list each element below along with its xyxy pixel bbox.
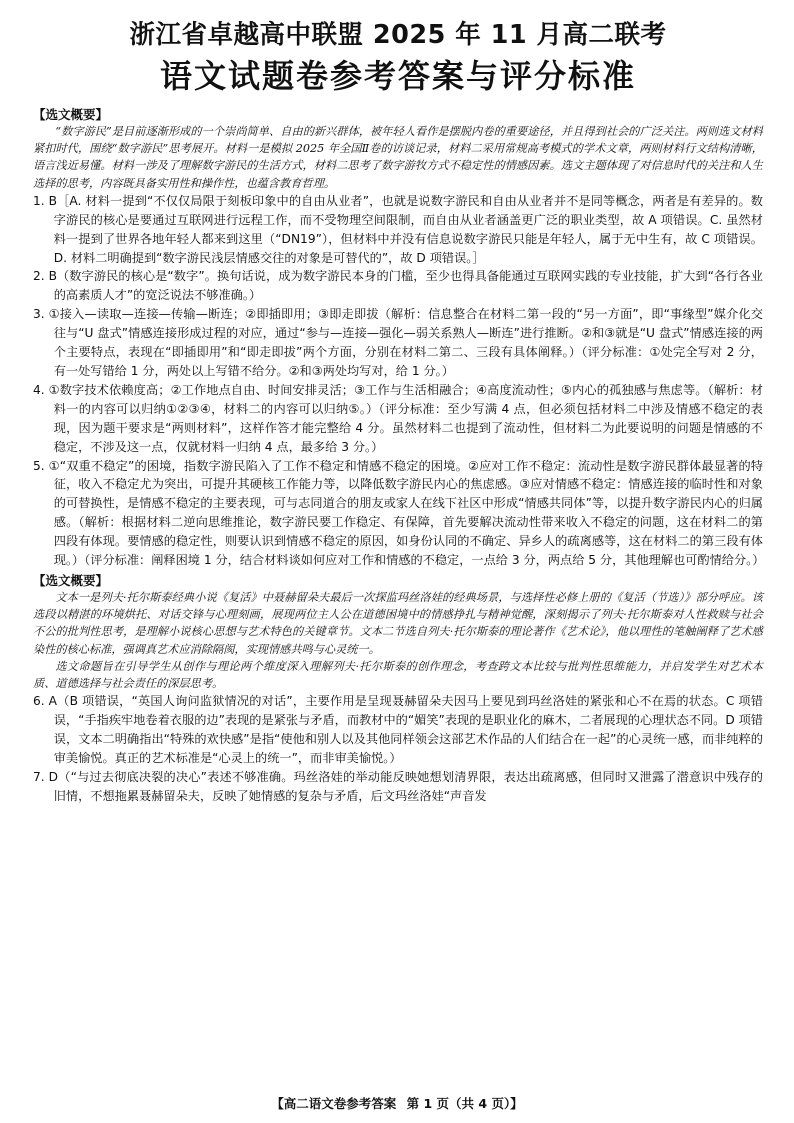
section2-summary-1: 文本一是列夫·托尔斯泰经典小说《复活》中聂赫留朵夫最后一次探监玛丝洛娃的经典场景，与选择性必修上册的《复活（节选）》部分呼应。该选段以精湛的环境烘托、对话交锋与心理刻画，展现两位主人公在道德困境中的情感挣扎与精神觉醒，深刻揭示了列夫·托尔斯泰对人性救赎与社会不公的批判性思考，是理解小说核心思想与艺术特色的关键章节。文本二节选自列夫·托尔斯泰的理论著作《艺术论》，他以理性的笔触阐释了艺术感染性的核心标准，强调真艺术应消除隔阂，实现情感共鸣与心灵统一。 xyxy=(33,590,763,656)
answer-2: 2. B（数字游民的核心是“数字”。换句话说，成为数字游民本身的门槛，至少也得具备能通过互联网实践的专业技能，扩大到“各行各业的高素质人才”的宽泛说法不够准确。） xyxy=(33,269,763,303)
answer-5: 5. ①“双重不稳定”的困境，指数字游民陷入了工作不稳定和情感不稳定的困境。②应对工作不稳定：流动性是数字游民群体最显著的特征，收入不稳定尤为突出，可提升其硬核工作能力等，以降低数字游民内心的焦虑感。③应对情感不稳定：情感连接的临时性和对象的可替换性，是情感不稳定的主要表现，可与志同道合的朋友或家人在线下社区中形成“情感共同体”等，以提升数字游民内心的归属感。（解析：根据材料二逆向思维推论，数字游民要工作稳定、有保障，首先要解决流动性带来收入不稳定的问题，这在材料二的第四段有体现。要情感的稳定性，则要认识到情感不稳定的原因，如身份认同的不确定、异乡人的疏离感等，这在材料二的第三段有体现。）（评分标准：阐释困境 1 分，结合材料谈如何应对工作和情感的不稳定，一点给 3 分，两点给 5 分，其他理解也可酌情给分。） xyxy=(33,458,765,568)
section2-heading: 【选文概要】 xyxy=(33,572,109,588)
section1-heading: 【选文概要】 xyxy=(33,107,109,122)
footer-label: 【高二语文卷参考答案 xyxy=(271,1096,397,1111)
page-content xyxy=(33,18,763,806)
section2-summary-2: 选文命题旨在引导学生从创作与理论两个维度深入理解列夫·托尔斯泰的创作理念，考查跨文本比较与批判性思维能力，并启发学生对艺术本质、道德选择与社会责任的深层思考。 xyxy=(33,659,763,690)
exam-title: 浙江省卓越高中联盟 2025 年 11 月高二联考 xyxy=(129,20,667,50)
answer-6: 6. A（B 项错误，“英国人询问监狱情况的对话”，主要作用是呈现聂赫留朵夫因马上要见到玛丝洛娃的紧张和心不在焉的状态。C 项错误，“手指疾牢地卷着衣服的边”表现的是紧张与矛盾，而教材中的“媚笑”表现的是职业化的麻木，二者展现的心理状态不同。D 项错误，文本二明确指出“特殊的欢快感”是指“使他和别人以及其他同样领会这部艺术作品的人们结合在一起”的心灵统一感，而非纯粹的审美愉悦。真正的艺术标准是“心灵上的统一”，而非审美愉悦。） xyxy=(33,694,763,765)
answer-7: 7. D（“与过去彻底决裂的决心”表述不够准确。玛丝洛娃的举动能反映她想划清界限，表达出疏离感，但同时又泄露了潜意识中残存的旧情，不想拖累聂赫留朵夫，反映了她情感的复杂与矛盾，后文玛丝洛娃“声音发 xyxy=(33,769,763,803)
answer-key-title: 语文试题卷参考答案与评分标准 xyxy=(159,57,636,95)
footer-page-number: 第 1 页（共 4 页）】 xyxy=(406,1096,523,1111)
answer-1: 1. B［A. 材料一提到“不仅仅局限于刻板印象中的自由从业者”，也就是说数字游民和自由从业者并不是同等概念，两者是有差异的。数字游民的核心是要通过互联网进行远程工作，而不受物理空间限制，而自由从业者涵盖更广泛的职业类型，故 A 项错误。C. 虽然材料一提到了世界各地年轻人都来到这里（“DN19”），但材料中并没有信息说数字游民只能是年轻人，属于无中生有，故 C 项错误。D. 材料二明确提到“数字游民浅层情感交往的对象是可替代的”，故 D 项错误。］ xyxy=(33,193,763,265)
answer-4: 4. ①数字技术依赖度高；②工作地点自由、时间安排灵活；③工作与生活相融合；④高度流动性；⑤内心的孤独感与焦虑等。（解析：材料一的内容可以归纳①②③④，材料二的内容可以归纳⑤。）（评分标准：至少写满 4 点，但必须包括材料二中涉及情感不稳定的表现，因为题干要求是“两则材料”，这样作答才能完整给 4 分。虽然材料二也提到了流动性，但材料二为此要说明的问题是情感的不稳定，不涉及这一点，仅就材料一归纳 4 点，最多给 3 分。） xyxy=(33,382,763,454)
section1-summary: “数字游民”是目前逐渐形成的一个崇尚简单、自由的新兴群体，被年轻人看作是摆脱内卷的重要途径，并且得到社会的广泛关注。两则选文材料紧扣时代，围绕“数字游民”思考展开。材料一是模拟 2025 年全国Ⅱ卷的访谈记录，材料二采用常规高考模式的学术文章，两则材料行文结构清晰，语言浅近易懂。材料一涉及了理解数字游民的生活方式，材料二思考了数字游牧方式不稳定性的情感因素。选文主题体现了对信息时代的关注和人生选择的思考，内容既具备实用性和操作性，也蕴含教育哲理。 xyxy=(33,125,763,190)
page-footer xyxy=(0,1094,794,1112)
answer-3: 3. ①接入—读取—连接—传输—断连；②即插即用；③即走即拔（解析：信息整合在材料二第一段的“另一方面”，即“事缘型”媒介化交往与“U 盘式”情感连接形成过程的对应，通过“参与—连接—强化—弱关系熟人—断连”进行推断。②和③就是“U 盘式”情感连接的两个主要特点，表现在“即插即用”和“即走即拔”两个方面，分别在材料二第二、三段有具体阐释。）（评分标准：①处完全写对 2 分，有一处写错给 1 分，两处以上写错不给分。②和③两处均写对，给 1 分。） xyxy=(33,307,763,378)
